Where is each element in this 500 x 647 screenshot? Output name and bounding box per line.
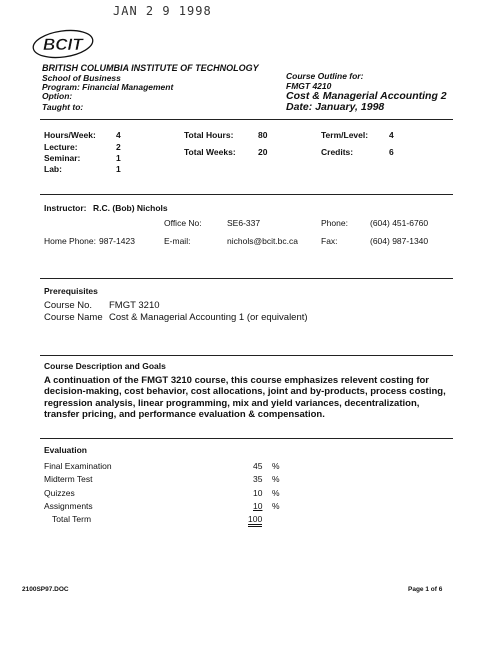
fax-label: Fax: xyxy=(321,236,338,246)
phone-value: (604) 451-6760 xyxy=(370,218,429,228)
lab-value: 1 xyxy=(116,164,121,174)
hours-week-label: Hours/Week: xyxy=(44,130,96,140)
credits-value: 6 xyxy=(389,147,394,157)
course-code: FMGT 4210 xyxy=(286,81,332,91)
eval-row-label: Final Examination xyxy=(44,461,112,471)
total-weeks-value: 20 xyxy=(258,147,268,157)
seminar-value: 1 xyxy=(116,153,121,163)
taught-to: Taught to: xyxy=(42,102,84,112)
course-name-value: Cost & Managerial Accounting 1 (or equivalent) xyxy=(109,312,308,323)
course-no-value: FMGT 3210 xyxy=(109,300,160,311)
fax-value: (604) 987-1340 xyxy=(370,236,429,246)
eval-row-value: 45 xyxy=(253,461,263,471)
instructor-name: R.C. (Bob) Nichols xyxy=(93,203,168,213)
eval-row-value: 35 xyxy=(253,474,263,484)
outline-date: Date: January, 1998 xyxy=(286,101,385,113)
term-value: 4 xyxy=(389,130,394,140)
outline-for: Course Outline for: xyxy=(286,71,364,81)
office-label: Office No: xyxy=(164,218,202,228)
prereq-heading: Prerequisites xyxy=(44,286,98,296)
svg-text:BCIT: BCIT xyxy=(43,35,83,54)
divider xyxy=(40,355,453,356)
course-no-label: Course No. xyxy=(44,300,93,311)
total-weeks-label: Total Weeks: xyxy=(184,147,236,157)
lab-label: Lab: xyxy=(44,164,62,174)
description-text: A continuation of the FMGT 3210 course, this course emphasizes relevent costing for decision-making, cost behavior, cost allocations, joint and by-products, process costing, regression analysis, linear programming, mix and yield variances, decentralization, transfer pricing, and performance evaluation & compensation. xyxy=(44,375,446,420)
email-value: nichols@bcit.bc.ca xyxy=(227,236,298,246)
option: Option: xyxy=(42,91,73,101)
course-name-label: Course Name xyxy=(44,312,103,323)
school-name: School of Business xyxy=(42,73,121,83)
evaluation-heading: Evaluation xyxy=(44,445,87,455)
hours-week-value: 4 xyxy=(116,130,121,140)
eval-row-label: Assignments xyxy=(44,501,93,511)
divider xyxy=(40,194,453,195)
home-phone-label: Home Phone: xyxy=(44,236,96,246)
eval-row-label: Quizzes xyxy=(44,488,75,498)
description-heading: Course Description and Goals xyxy=(44,361,166,371)
date-stamp: JAN 2 9 1998 xyxy=(113,4,212,18)
eval-row-label: Midterm Test xyxy=(44,474,93,484)
course-title: Cost & Managerial Accounting 2 xyxy=(286,90,447,102)
lecture-value: 2 xyxy=(116,142,121,152)
eval-row-value: 10 xyxy=(253,488,263,498)
program: Program: Financial Management xyxy=(42,82,174,92)
bcit-logo xyxy=(30,22,96,66)
lecture-label: Lecture: xyxy=(44,142,78,152)
office-value: SE6-337 xyxy=(227,218,261,228)
footer-page: Page 1 of 6 xyxy=(408,586,443,593)
phone-label: Phone: xyxy=(321,218,348,228)
instructor-label: Instructor: xyxy=(44,203,87,213)
eval-row-unit: % xyxy=(272,488,280,498)
home-phone-value: 987-1423 xyxy=(99,236,135,246)
divider xyxy=(40,438,453,439)
term-label: Term/Level: xyxy=(321,130,369,140)
footer-filename: 2100SP97.DOC xyxy=(22,586,69,593)
total-hours-value: 80 xyxy=(258,130,268,140)
eval-row-unit: % xyxy=(272,474,280,484)
total-hours-label: Total Hours: xyxy=(184,130,234,140)
seminar-label: Seminar: xyxy=(44,153,81,163)
divider xyxy=(40,119,453,120)
eval-row-value: 10 xyxy=(253,501,263,511)
total-term-label: Total Term xyxy=(52,514,92,524)
credits-label: Credits: xyxy=(321,147,354,157)
institute-name: BRITISH COLUMBIA INSTITUTE OF TECHNOLOGY xyxy=(42,63,259,73)
divider xyxy=(40,278,453,279)
email-label: E-mail: xyxy=(164,236,191,246)
total-term-value: 100 xyxy=(248,514,262,527)
eval-row-unit: % xyxy=(272,501,280,511)
eval-row-unit: % xyxy=(272,461,280,471)
